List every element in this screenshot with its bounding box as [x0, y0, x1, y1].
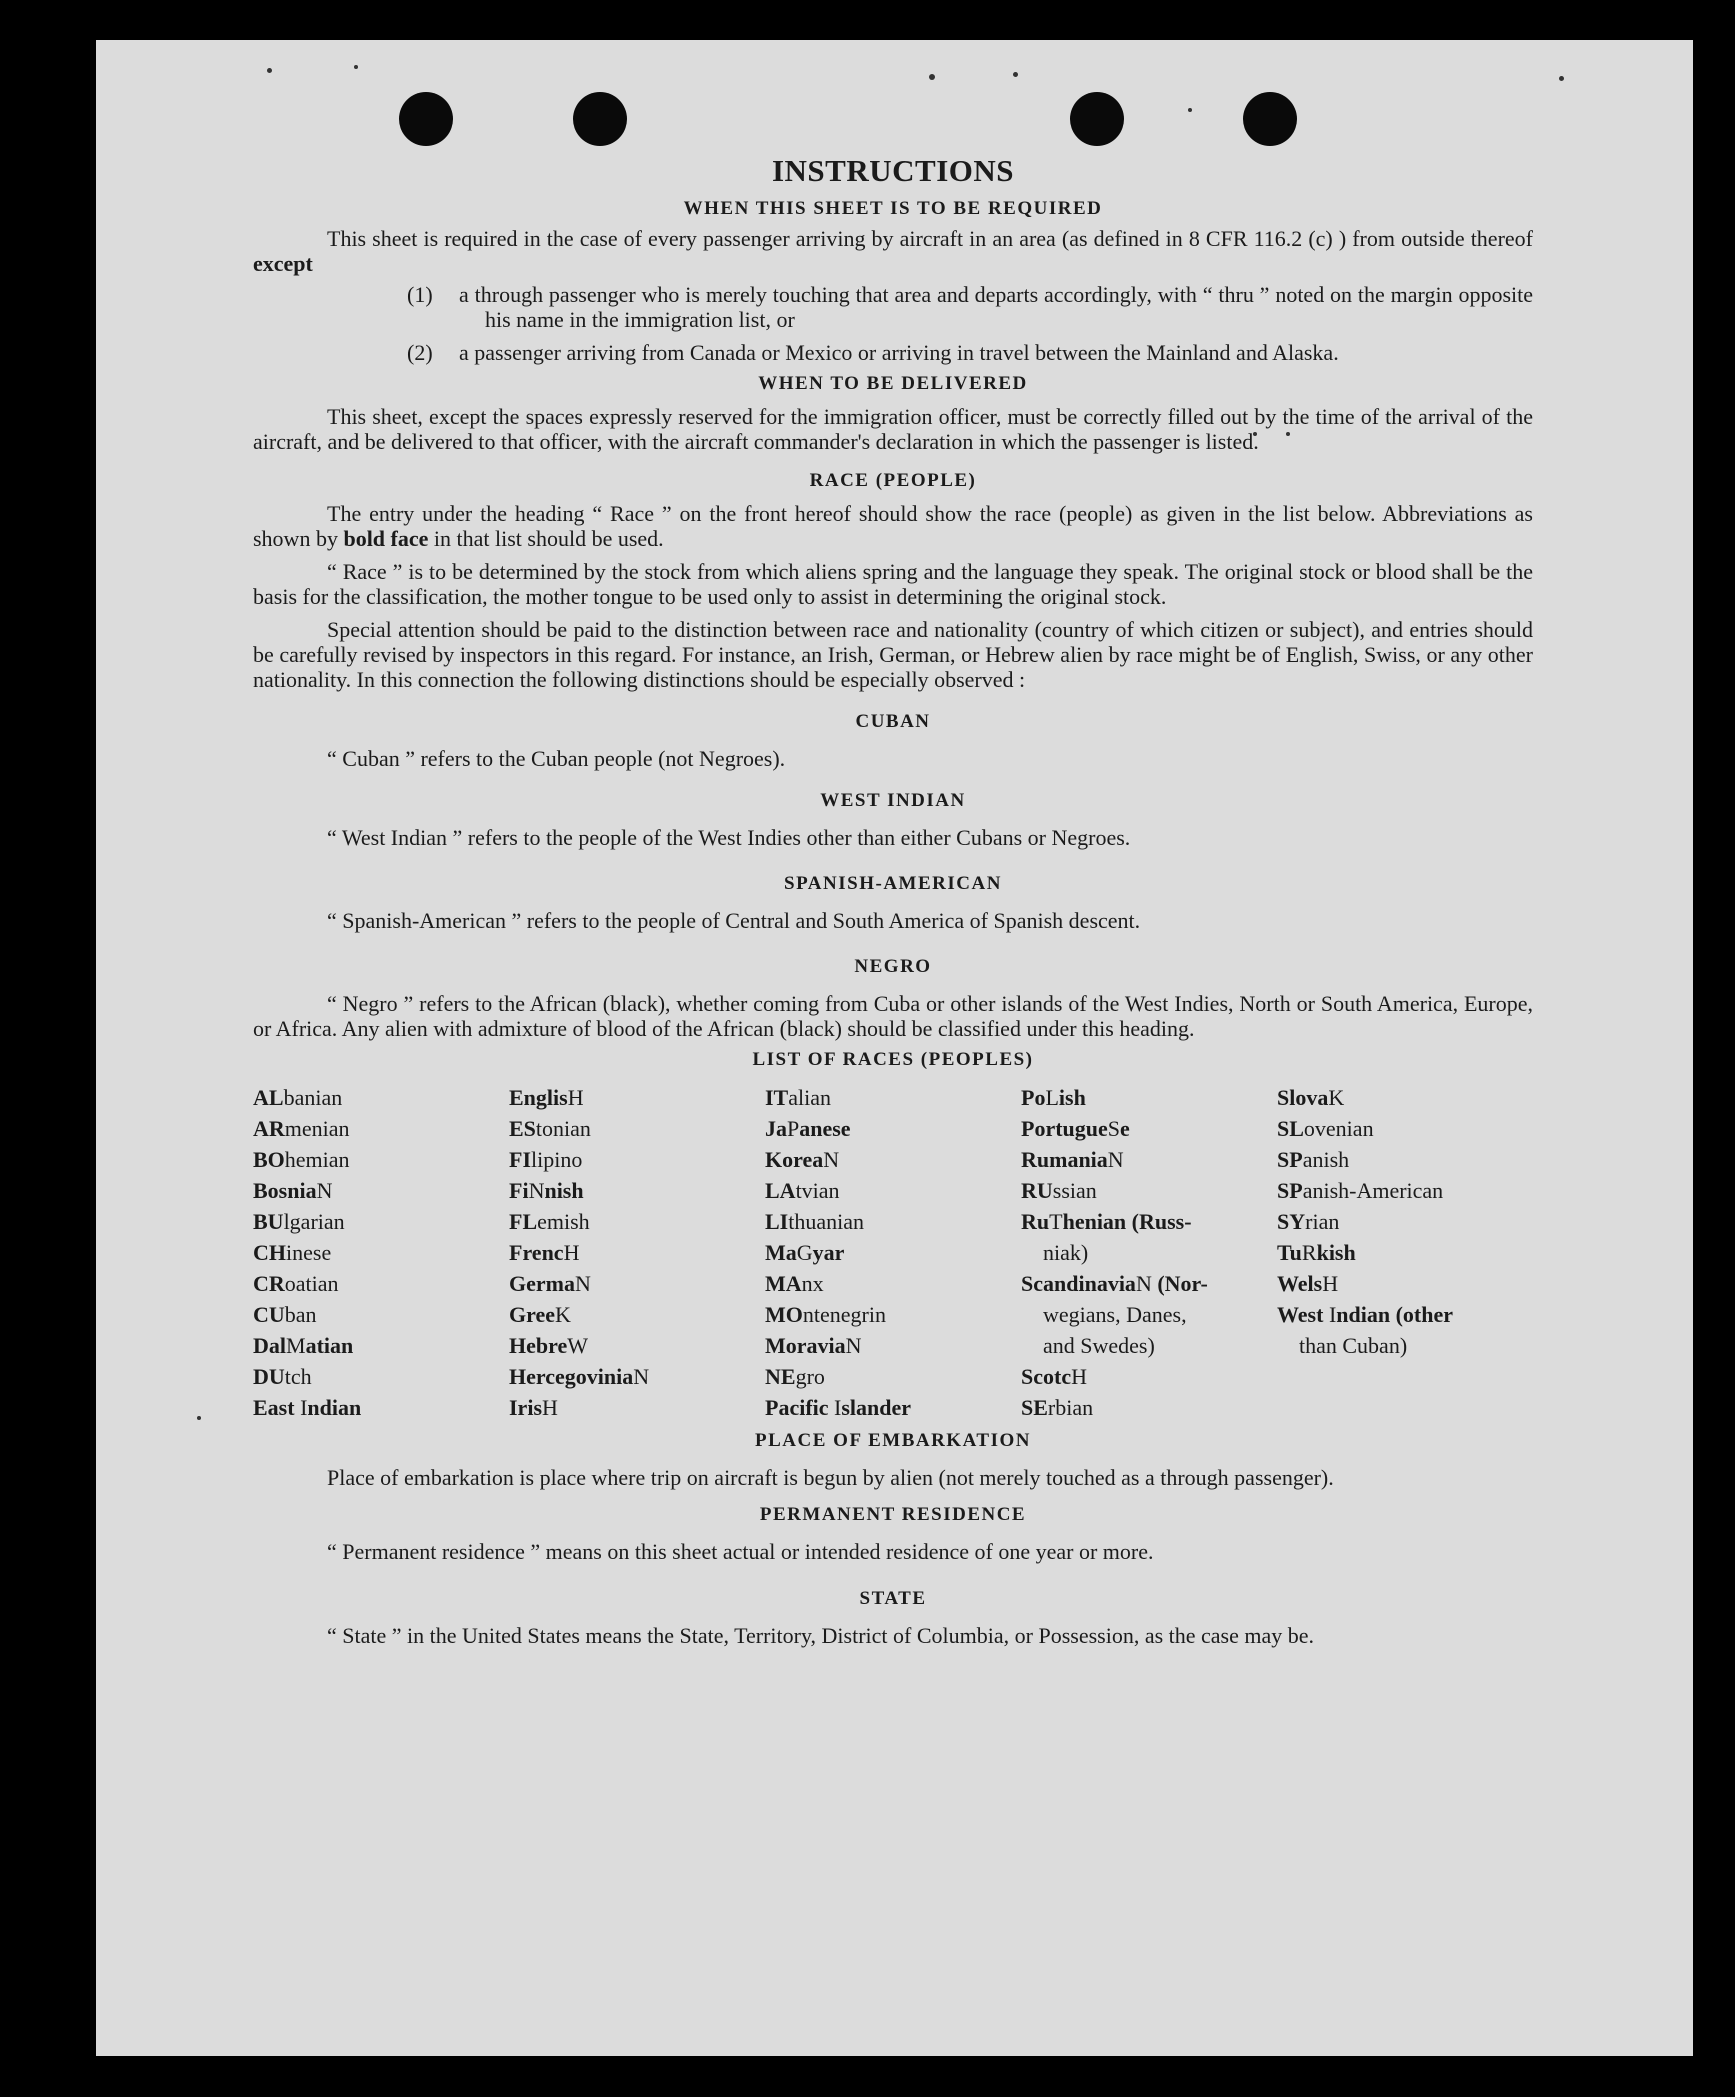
race-entry: MoraviaN — [765, 1333, 862, 1358]
race-entry: MaGyar — [765, 1240, 845, 1265]
race-entry: RUssian — [1021, 1178, 1097, 1203]
race-entry: LAtvian — [765, 1178, 840, 1203]
race-entry: FrencH — [509, 1240, 580, 1265]
race-entry: MAnx — [765, 1271, 824, 1296]
heading-when-required: WHEN THIS SHEET IS TO BE REQUIRED — [683, 198, 1103, 219]
race-entry: SYrian — [1277, 1209, 1340, 1234]
heading-spanish-american: SPANISH-AMERICAN — [784, 873, 1002, 894]
punch-hole — [573, 92, 627, 146]
race-entry: PoLish — [1021, 1085, 1086, 1110]
paragraph: This sheet is required in the case of every passenger arriving by aircraft in an area (as defined in 8 CFR 116.2 (c) ) from outside thereof except — [253, 226, 1533, 276]
heading-list-of-races: LIST OF RACES (PEOPLES) — [752, 1049, 1034, 1070]
race-entry: IrisH — [509, 1395, 558, 1420]
heading-place-of-embarkation: PLACE OF EMBARKATION — [755, 1430, 1031, 1451]
race-entry: DalMatian — [253, 1333, 354, 1358]
paragraph: “ Race ” is to be determined by the stock from which aliens spring and the language they speak. The original stock or blood shall be the basis for the classification, the mother tongue to be used only to assist in determining the original stock. — [253, 559, 1533, 609]
race-entry: FLemish — [509, 1209, 590, 1234]
race-entry: ARmenian — [253, 1116, 350, 1141]
race-entry: BUlgarian — [253, 1209, 345, 1234]
heading-cuban: CUBAN — [855, 711, 931, 732]
heading-when-delivered: WHEN TO BE DELIVERED — [758, 373, 1028, 394]
race-entry: RumaniaN — [1021, 1147, 1124, 1172]
punch-hole — [1243, 92, 1297, 146]
race-column — [1277, 1082, 1533, 1423]
race-column — [765, 1082, 1021, 1423]
race-column — [253, 1082, 509, 1423]
race-entry: HercegoviniaN — [509, 1364, 650, 1389]
race-entry: SLovenian — [1277, 1116, 1374, 1141]
race-column — [1021, 1082, 1277, 1423]
heading-west-indian: WEST INDIAN — [820, 790, 966, 811]
race-entry: niak) — [1043, 1240, 1089, 1265]
race-entry: SlovaK — [1277, 1085, 1345, 1110]
race-entry: PortugueSe — [1021, 1116, 1130, 1141]
race-entry: Pacific Islander — [765, 1395, 912, 1420]
race-entry: EStonian — [509, 1116, 591, 1141]
race-entry: GermaN — [509, 1271, 591, 1296]
paragraph: “ Cuban ” refers to the Cuban people (not Negroes). — [327, 746, 786, 771]
race-entry: DUtch — [253, 1364, 312, 1389]
paragraph: “ Permanent residence ” means on this sheet actual or intended residence of one year or more. — [327, 1539, 1154, 1564]
race-entry: SPanish-American — [1277, 1178, 1444, 1203]
race-entry: TuRkish — [1277, 1240, 1356, 1265]
race-entry: JaPanese — [765, 1116, 851, 1141]
race-entry: LIthuanian — [765, 1209, 865, 1234]
race-entry: ScotcH — [1021, 1364, 1087, 1389]
race-entry: FIlipino — [509, 1147, 583, 1172]
instructions-content — [253, 153, 1533, 1648]
race-entry: CHinese — [253, 1240, 332, 1265]
paragraph: “ State ” in the United States means the State, Territory, District of Columbia, or Possession, as the case may be. — [327, 1623, 1315, 1648]
race-entry: SPanish — [1277, 1147, 1350, 1172]
race-entry: ITalian — [765, 1085, 832, 1110]
paragraph: “ Spanish-American ” refers to the people of Central and South America of Spanish descent. — [327, 908, 1141, 933]
race-entry: ScandinaviaN (Nor- — [1021, 1271, 1208, 1296]
paragraph: The entry under the heading “ Race ” on the front hereof should show the race (people) as given in the list below. Abbreviations as shown by bold face in that list should be used. — [253, 501, 1533, 551]
paragraph: Special attention should be paid to the distinction between race and nationality (country of which citizen or subject), and entries should be carefully revised by inspectors in this regard. For instance, an Irish, German, or Hebrew alien by race might be of English, Swiss, or any other nationality. In this connection the following distinctions should be especially observed : — [253, 617, 1533, 692]
paragraph: This sheet, except the spaces expressly reserved for the immigration officer, must be correctly filled out by the time of the arrival of the aircraft, and be delivered to that officer, with the aircraft commander's declaration in which the passenger is listed. — [253, 404, 1533, 454]
paragraph: “ Negro ” refers to the African (black), whether coming from Cuba or other islands of the West Indies, North or South America, Europe, or Africa. Any alien with admixture of blood of the African (black) should be classified under this heading. — [253, 991, 1533, 1041]
race-entry: CRoatian — [253, 1271, 339, 1296]
punch-hole — [399, 92, 453, 146]
race-entry: SErbian — [1021, 1395, 1094, 1420]
race-entry: HebreW — [509, 1333, 589, 1358]
race-entry: RuThenian (Russ- — [1021, 1209, 1192, 1234]
list-item: (1) a through passenger who is merely touching that area and departs accordingly, with “ thru ” noted on the margin opposite his name in the immigration list, or — [407, 282, 1533, 332]
race-entry: BOhemian — [253, 1147, 350, 1172]
race-entry: KoreaN — [765, 1147, 840, 1172]
heading-race: RACE (PEOPLE) — [809, 470, 977, 491]
race-entry: and Swedes) — [1043, 1333, 1155, 1358]
race-entry: East Indian — [253, 1395, 362, 1420]
document-page — [96, 40, 1693, 2056]
races-list — [253, 1082, 1533, 1423]
race-entry: wegians, Danes, — [1043, 1302, 1187, 1327]
heading-state: STATE — [859, 1588, 927, 1609]
paragraph: Place of embarkation is place where trip on aircraft is begun by alien (not merely touched as a through passenger). — [327, 1465, 1334, 1490]
page-title: INSTRUCTIONS — [771, 153, 1014, 188]
heading-permanent-residence: PERMANENT RESIDENCE — [759, 1504, 1027, 1525]
race-entry: than Cuban) — [1299, 1333, 1408, 1358]
race-column — [509, 1082, 765, 1423]
race-entry: WelsH — [1277, 1271, 1339, 1296]
list-item: (2) a passenger arriving from Canada or Mexico or arriving in travel between the Mainland and Alaska. — [407, 340, 1339, 365]
race-entry: ALbanian — [253, 1085, 343, 1110]
paragraph: “ West Indian ” refers to the people of the West Indies other than either Cubans or Negroes. — [327, 825, 1131, 850]
race-entry: CUban — [253, 1302, 317, 1327]
race-entry: MOntenegrin — [765, 1302, 886, 1327]
race-entry: GreeK — [509, 1302, 571, 1327]
race-entry: NEgro — [765, 1364, 825, 1389]
punch-hole — [1070, 92, 1124, 146]
race-entry: EnglisH — [509, 1085, 584, 1110]
race-entry: FiNnish — [509, 1178, 584, 1203]
race-entry: West Indian (other — [1277, 1302, 1454, 1327]
race-entry: BosniaN — [253, 1178, 333, 1203]
heading-negro: NEGRO — [854, 956, 932, 977]
